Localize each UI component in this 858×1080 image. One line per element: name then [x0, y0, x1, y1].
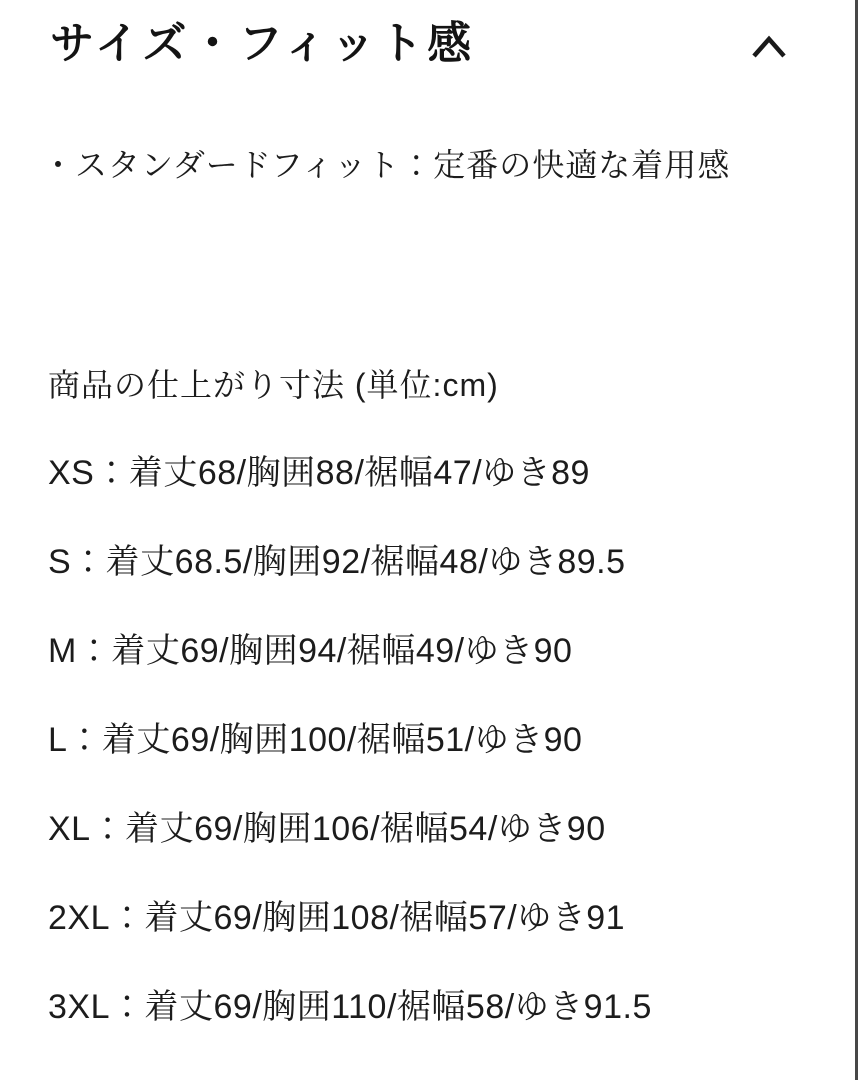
section-title: サイズ・フィット感 — [50, 19, 475, 68]
measurements-heading: 商品の仕上がり寸法 (単位:cm) — [48, 367, 499, 403]
size-measurement-row-3xl: 3XL：着丈69/胸囲110/裾幅58/ゆき91.5 — [48, 988, 652, 1026]
fit-description: ・スタンダードフィット：定番の快適な着用感 — [42, 147, 731, 183]
size-measurement-list — [48, 456, 818, 1079]
size-measurement-row-xl: XL：着丈69/胸囲106/裾幅54/ゆき90 — [48, 810, 606, 848]
accordion-header[interactable] — [50, 19, 788, 68]
size-measurement-row-l: L：着丈69/胸囲100/裾幅51/ゆき90 — [48, 721, 583, 759]
size-measurement-row-s: S：着丈68.5/胸囲92/裾幅48/ゆき89.5 — [48, 543, 626, 581]
size-measurement-row-2xl: 2XL：着丈69/胸囲108/裾幅57/ゆき91 — [48, 899, 626, 937]
size-measurement-row-xs: XS：着丈68/胸囲88/裾幅47/ゆき89 — [48, 454, 590, 492]
chevron-up-icon[interactable] — [750, 33, 788, 61]
size-measurement-row-m: M：着丈69/胸囲94/裾幅49/ゆき90 — [48, 632, 573, 670]
